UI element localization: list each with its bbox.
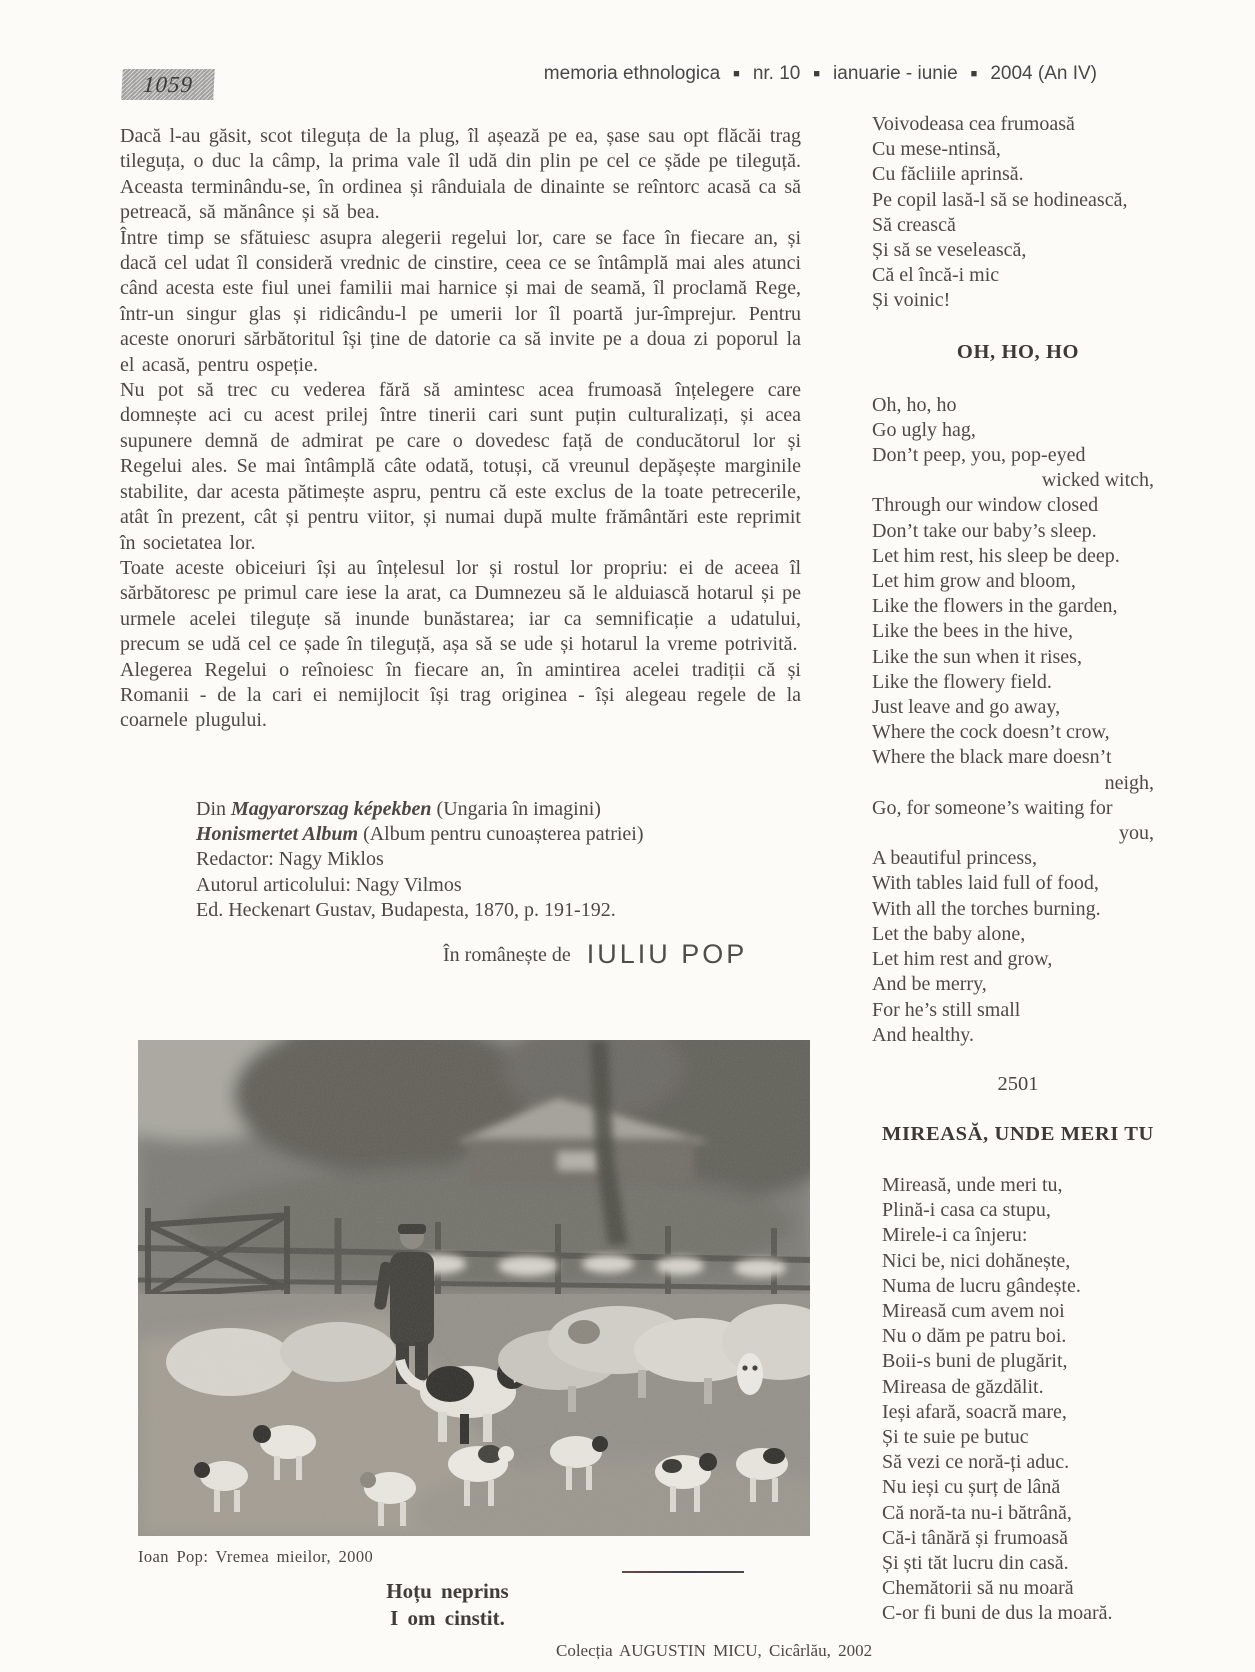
poem-line: Să vezi ce noră-ți aduc. [882,1451,1070,1474]
poem-line: Și ști tăt lucru din casă. [882,1551,1069,1574]
poem-line: Mireasă, unde meri tu, [882,1173,1063,1196]
proverb-line: I om cinstit. [390,1606,505,1630]
citation-line [196,873,806,898]
poem-line: And be merry, [872,973,987,996]
poem-line: Oh, ho, ho [872,393,957,416]
poem-line: Să crească [872,213,956,236]
poem-line: Nici be, nici dohănește, [882,1249,1071,1272]
citation-segment: Autorul articolului: Nagy Vilmos [196,873,462,896]
poem-line: Nu o dăm pe patru boi. [882,1325,1067,1348]
citation-line [196,822,806,847]
proverb-line: Hoțu neprins [386,1579,509,1603]
poem-line: Boii-s buni de plugărit, [882,1350,1068,1373]
photo-caption: Ioan Pop: Vremea mieilor, 2000 [138,1547,374,1566]
poem-line: Numa de lucru gândește. [882,1274,1081,1297]
translation-credit-prefix: În românește de [443,944,571,966]
citation-segment: Honismertet Album [196,823,359,846]
poem-line: Where the cock doesn’t crow, [872,721,1110,744]
poem-line: Like the sun when it rises, [872,645,1082,668]
poem-line: Că noră-ta nu-i bătrână, [882,1501,1072,1524]
poem-voivodeasa [872,112,1164,314]
journal-title: memoria ethnologica [543,63,721,84]
poem-line: Don’t take our baby’s sleep. [872,519,1097,542]
poem-line: Like the flowery field. [872,670,1052,693]
journal-period: ianuarie - iunie [833,63,958,84]
paragraph: Alegerea Regelui o reînoiesc în fiecare an, în amintirea acelei tradiții că și Romanii - de la cari ei nemijlocit își trag originea - își alegeau regele de la coarnele plugului. [120,658,801,732]
journal-issue: nr. 10 [752,63,801,84]
citation-segment: Din [196,798,231,820]
poem-line: With all the torches burning. [872,897,1101,920]
poem-line: Că-i tânără și frumoasă [882,1526,1069,1549]
poem-oh-ho-ho [872,393,1164,1048]
poem-line: Go, for someone’s waiting for [872,796,1113,819]
poem-line: Like the flowers in the garden, [872,595,1118,618]
song-number: 2501 [997,1072,1039,1095]
poem-line: For he’s still small [872,998,1021,1021]
verse-column [872,112,1164,1627]
translator-name: IULIU POP [586,939,748,969]
citation-line [196,797,806,822]
poem-line: Just leave and go away, [872,696,1061,719]
poem-line: you, [1119,822,1154,845]
poem-line: Nu ieși cu șurț de lână [882,1476,1061,1499]
poem-line: Don’t peep, you, pop-eyed [872,444,1086,467]
poem-line: Through our window closed [872,494,1099,517]
citation-segment: Magyarorszag képekben [231,798,432,820]
poem-line: Ieși afară, soacră mare, [882,1400,1067,1423]
poem-line: C-or fi buni de dus la moară. [882,1602,1113,1625]
poem-line: Și te suie pe butuc [882,1425,1029,1448]
collection-credit: Colecția AUGUSTIN MICU, Cicârlău, 2002 [556,1641,873,1660]
poem-line: Chemătorii să nu moară [882,1577,1074,1600]
paragraph: Nu pot să trec cu vederea fără să amintesc acea frumoasă înțelegere care domnește aci cu acest prilej între tinerii cari sunt puțin culturalizați, și acea supunere demnă de admirat pe care o dovedesc față de conducătorul lor și Regelui ales. Se mai întâmplă câte odată, totuși, că vreunul depășește marginile stabilite, dar acesta pătimește aspru, pentru că este exclus de la toate petrecerile, atât în prezent, cât și pentru viitor, și numai după multe frământări este reprimit în societatea lor. [120,379,801,554]
poem-line: Mireasă cum avem noi [882,1299,1065,1322]
square-bullet-icon: ■ [970,67,978,80]
citation-segment: (Ungaria în imagini) [431,798,601,820]
poem-title-oh-ho-ho: OH, HO, HO [956,340,1080,363]
poem-line: A beautiful princess, [872,847,1037,870]
citation-segment: Redactor: Nagy Miklos [196,848,384,871]
poem-line: Și voinic! [872,289,951,312]
photo-figure [138,1040,810,1567]
sheep-photo-illustration [138,1040,810,1536]
paragraph: Dacă l-au găsit, scot tileguța de la plug, îl așează pe ea, șase sau opt flăcăi trag tileguța, o duc la câmp, la prima vale îl udă din plin pe cel ce șăde pe tileguță. Aceasta terminându-se, în ordinea și rânduiala de dinainte se reîntorc acasă ca să petreacă, să mănânce și să bea. [120,125,801,224]
poem-line: Where the black mare doesn’t [872,746,1112,769]
square-bullet-icon: ■ [813,67,821,80]
journal-year: 2004 (An IV) [990,63,1097,84]
poem-line: Că el încă-i mic [872,264,1000,287]
citation-segment: (Album pentru cunoașterea patriei) [358,823,644,846]
poem-line: Voivodeasa cea frumoasă [872,113,1075,135]
citation-block [196,797,806,923]
citation-line [196,847,806,872]
poem-line: Mireasa de găzdălit. [882,1375,1044,1398]
divider-rule [622,1571,744,1573]
paragraph: Între timp se sfătuiesc asupra alegerii regelui lor, care se face în fiecare an, și dacă cel udat îl consideră vrednic de cinstire, ceea ce se întâmplă mai ales atunci când acesta este fiul unei familii mai harnice și mai de seamă, îl proclamă Rege, într-un singur glas și ridicându-l pe umerii lor îl poartă jur-împrejur. Pentru aceste onoruri sărbătoritul își ține de datorie ca să invite pe a doua zi poporul la el acasă, pentru ospeție. [120,226,801,376]
poem-mireasa [872,1173,1164,1627]
article-body [120,124,801,734]
poem-line: Let the baby alone, [872,922,1026,945]
journal-header [544,63,1097,85]
citation-segment: Ed. Heckenart Gustav, Budapesta, 1870, p. 191-192. [196,898,616,921]
poem-title-mireasa: MIREASĂ, UNDE MERI TU [882,1122,1154,1145]
poem-line: Let him grow and bloom, [872,570,1076,593]
square-bullet-icon: ■ [733,67,740,80]
citation-line [196,898,806,923]
poem-line: Like the bees in the hive, [872,620,1074,643]
poem-line: Let him rest and grow, [872,948,1053,971]
poem-line: Plină-i casa ca stupu, [882,1199,1051,1222]
proverb-couplet [120,1578,775,1632]
page-number: 1059 [142,71,194,97]
poem-line: Mirele-i ca înjeru: [882,1224,1028,1247]
poem-line: wicked witch, [1041,469,1154,492]
poem-line: Cu făcliile aprinsă. [872,163,1024,186]
paragraph: Toate aceste obiceiuri își au înțelesul lor și rostul lor propriu: ei de aceea îl sărbătoresc pe primul care iese la arat, ca Dumnezeu să le alduiască hotarul și pe urmele acelei tileguțe să inunde bunăstarea; iar ca semnificație a udatului, precum se udă cel ce șade în tileguță, așa să se ude și hotarul la vreme potrivită. [120,556,801,656]
poem-line: Pe copil lasă-l să se hodinească, [872,188,1128,211]
poem-line: With tables laid full of food, [872,872,1099,895]
page-number-badge [121,69,215,100]
poem-line: Go ugly hag, [872,418,976,441]
poem-line: Cu mese-ntinsă, [872,138,1001,161]
poem-line: And healthy. [872,1023,975,1046]
poem-line: Și să se veselească, [872,239,1027,262]
poem-line: Let him rest, his sleep be deep. [872,544,1120,567]
poem-line: neigh, [1104,771,1154,794]
